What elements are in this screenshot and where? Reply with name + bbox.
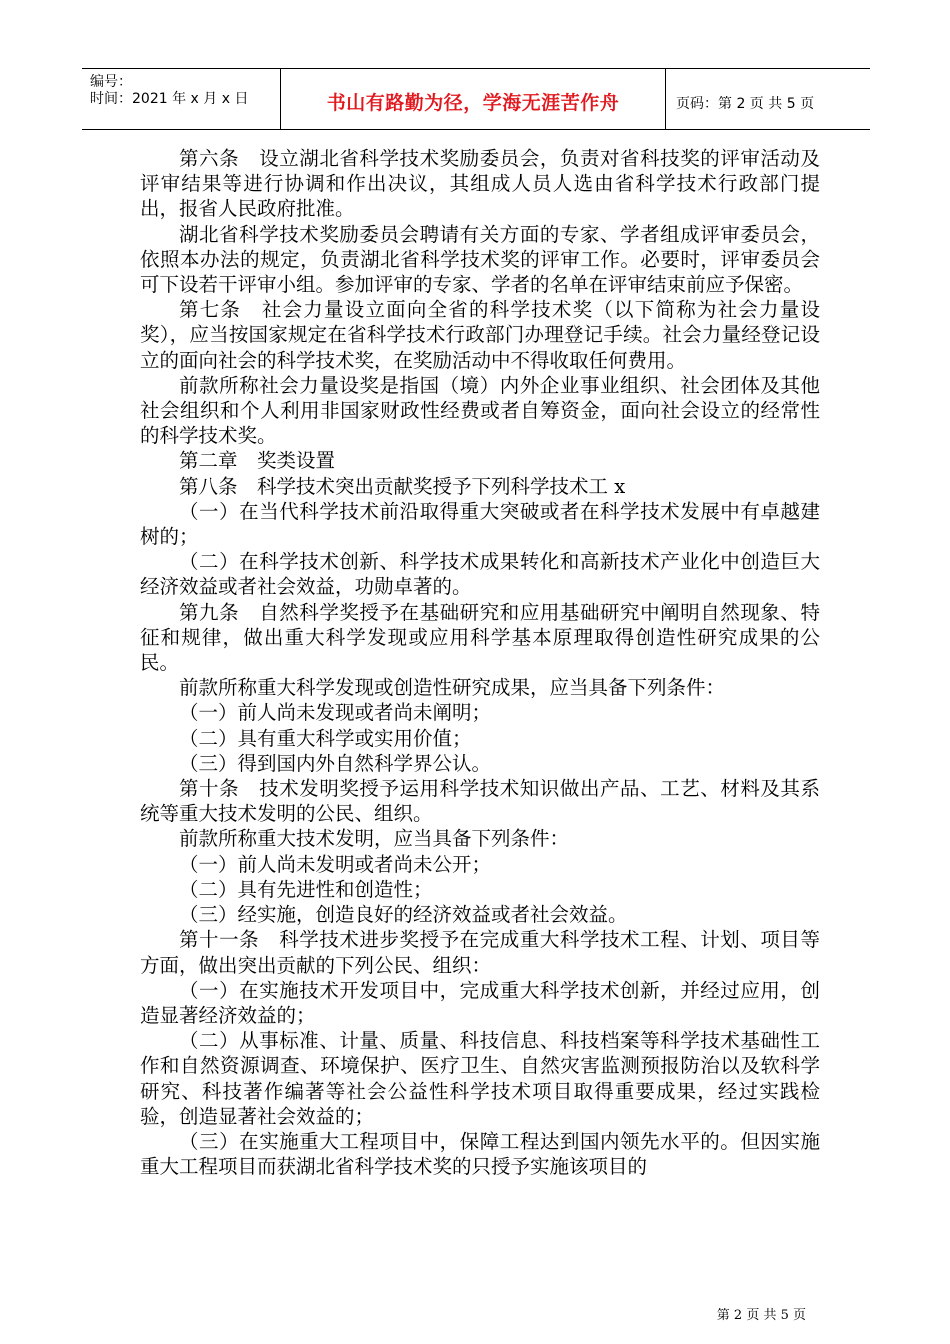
page-footer-number: 第 2 页 共 5 页 bbox=[716, 1308, 806, 1323]
paragraph: 湖北省科学技术奖励委员会聘请有关方面的专家、学者组成评审委员会，依照本办法的规定，负责湖北省科学技术奖的评审工作。必要时，评审委员会可下设若干评审小组。参加评审的专家、学者的名单在评审结束前应予保密。 bbox=[140, 222, 820, 297]
paragraph: 第八条 科学技术突出贡献奖授予下列科学技术工 x bbox=[179, 474, 626, 498]
list-item: （三）得到国内外自然科学界公认。 bbox=[179, 751, 492, 775]
header-motto: 书山有路勤为径，学海无涯苦作舟 bbox=[326, 92, 620, 114]
header-meta-cell bbox=[82, 69, 281, 129]
paragraph: 第十条 技术发明奖授予运用科学技术知识做出产品、工艺、材料及其系统等重大技术发明的公民、组织。 bbox=[140, 777, 820, 826]
list-item: （一）在当代科学技术前沿取得重大突破或者在科学技术发展中有卓越建树的； bbox=[140, 499, 820, 549]
header-motto-cell bbox=[281, 69, 666, 129]
list-item: （二）具有先进性和创造性； bbox=[179, 877, 433, 901]
header-page-cell bbox=[666, 69, 870, 129]
list-item: （二）在科学技术创新、科学技术成果转化和高新技术产业化中创造巨大经济效益或者社会效益，功勋卓著的。 bbox=[140, 550, 820, 599]
paragraph: 前款所称社会力量设奖是指国（境）内外企业事业组织、社会团体及其他社会组织和个人利用非国家财政性经费或者自筹资金，面向社会设立的经常性的科学技术奖。 bbox=[140, 373, 820, 448]
paragraph: 第七条 社会力量设立面向全省的科学技术奖（以下简称为社会力量设奖），应当按国家规定在省科学技术行政部门办理登记手续。社会力量经登记设立的面向社会的科学技术奖，在奖励活动中不得收取任何费用。 bbox=[140, 298, 820, 372]
list-item: （一）前人尚未发明或者尚未公开； bbox=[179, 852, 492, 876]
document-time-label: 时间：2021 年 x 月 x 日 bbox=[90, 91, 249, 107]
chapter-heading: 第二章 奖类设置 bbox=[179, 449, 336, 473]
list-item: （三）在实施重大工程项目中，保障工程达到国内领先水平的。但因实施重大工程项目而获湖北省科学技术奖的只授予实施该项目的 bbox=[140, 1129, 820, 1179]
paragraph: 前款所称重大技术发明，应当具备下列条件： bbox=[179, 827, 570, 851]
document-body bbox=[140, 146, 820, 1179]
paragraph: 第九条 自然科学奖授予在基础研究和应用基础研究中阐明自然现象、特征和规律，做出重大科学发现或应用科学基本原理取得创造性研究成果的公民。 bbox=[140, 600, 820, 675]
list-item: （二）具有重大科学或实用价值； bbox=[179, 726, 472, 750]
page-header bbox=[82, 68, 870, 130]
list-item: （一）前人尚未发现或者尚未阐明； bbox=[179, 701, 492, 725]
document-number-label: 编号： bbox=[90, 74, 132, 90]
paragraph: 第六条 设立湖北省科学技术奖励委员会，负责对省科技奖的评审活动及评审结果等进行协调和作出决议，其组成人员人选由省科学技术行政部门提出，报省人民政府批准。 bbox=[140, 147, 820, 221]
header-page-info: 页码：第 2 页 共 5 页 bbox=[676, 96, 815, 112]
list-item: （二）从事标准、计量、质量、科技信息、科技档案等科学技术基础性工作和自然资源调查、环境保护、医疗卫生、自然灾害监测预报防治以及软科学研究、科技著作编著等社会公益性科学技术项目取得重要成果，经过实践检验，创造显著社会效益的； bbox=[140, 1029, 820, 1128]
list-item: （一）在实施技术开发项目中，完成重大科学技术创新，并经过应用，创造显著经济效益的； bbox=[140, 978, 820, 1027]
list-item: （三）经实施，创造良好的经济效益或者社会效益。 bbox=[179, 903, 628, 927]
paragraph: 前款所称重大科学发现或创造性研究成果，应当具备下列条件： bbox=[179, 676, 726, 700]
paragraph: 第十一条 科学技术进步奖授予在完成重大科学技术工程、计划、项目等方面，做出突出贡献的下列公民、组织： bbox=[140, 928, 820, 977]
